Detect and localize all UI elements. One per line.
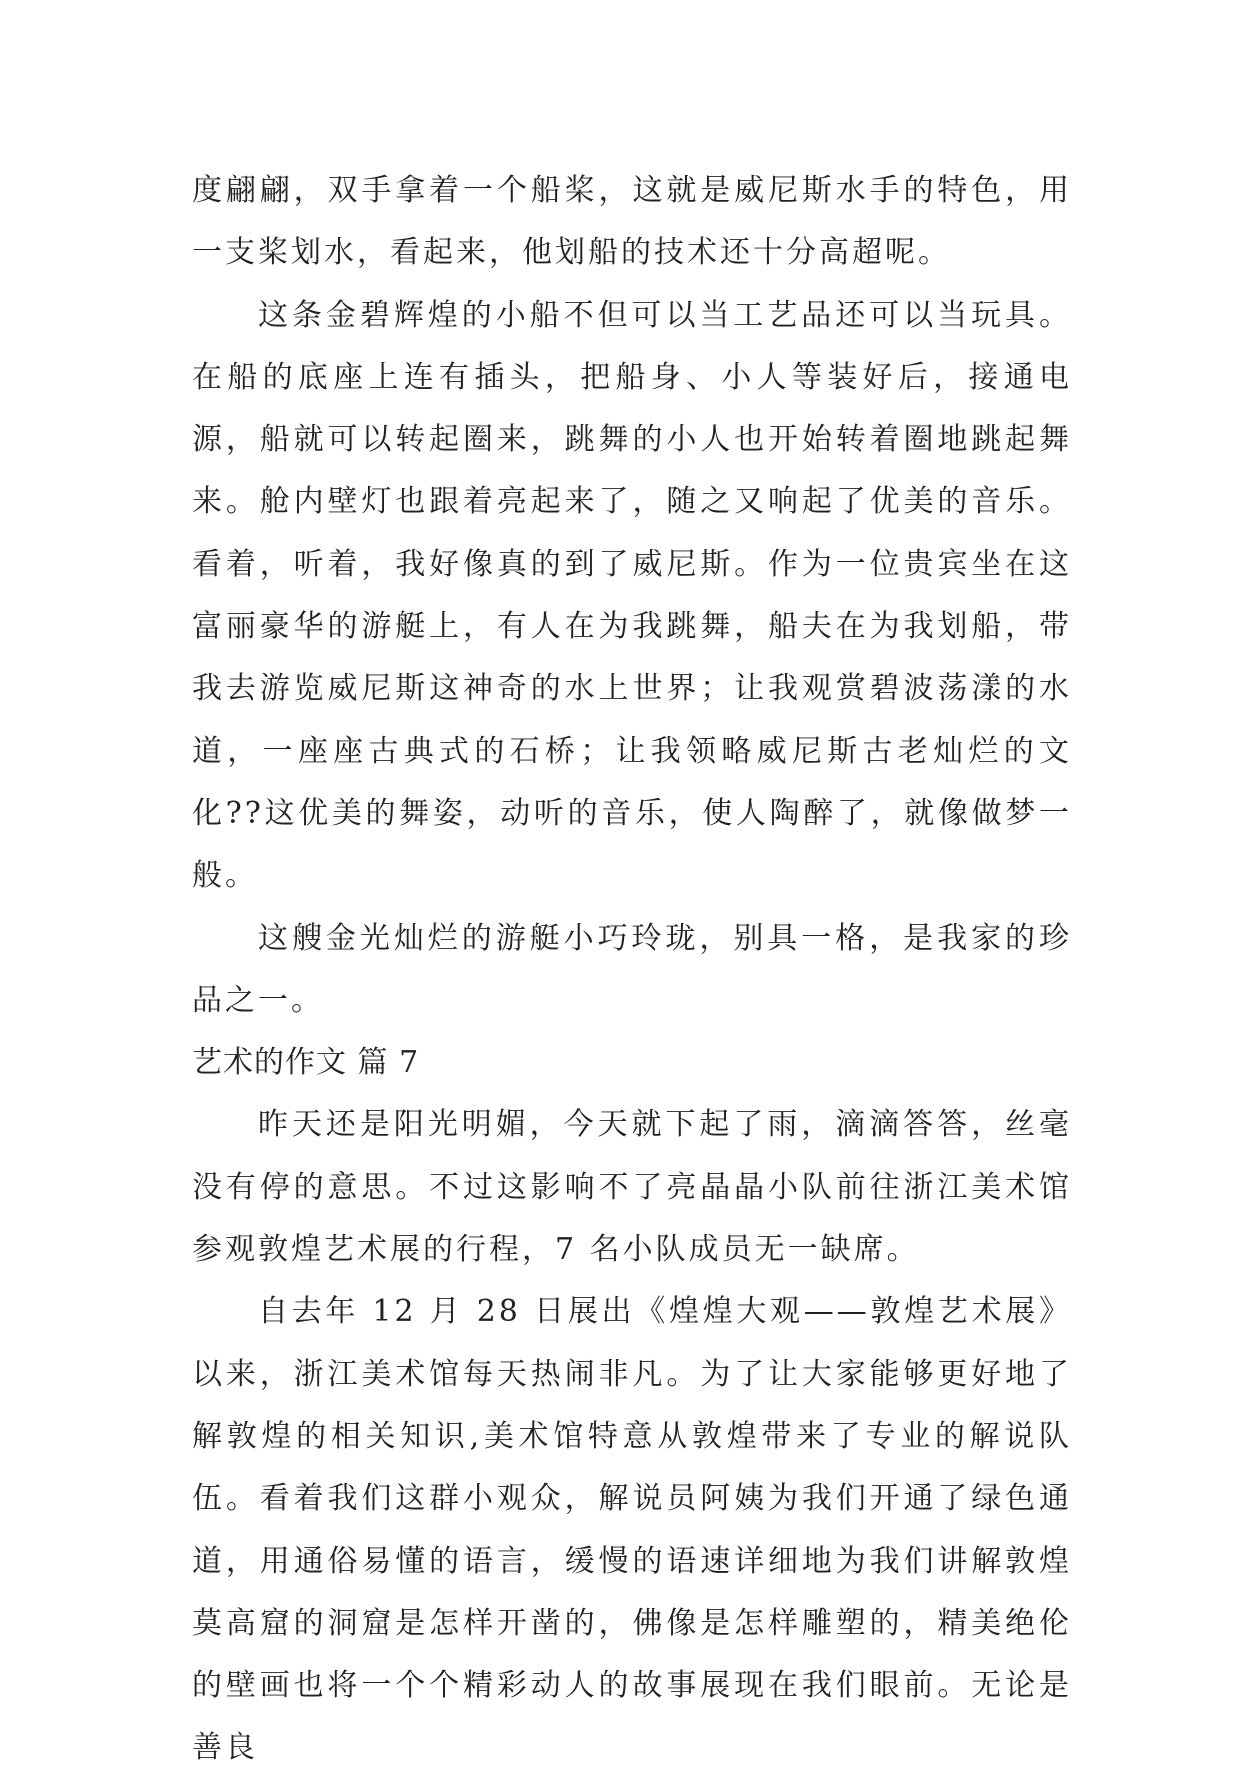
- document-body: [192, 160, 1072, 1780]
- paragraph: 这艘金光灿烂的游艇小巧玲珑，别具一格，是我家的珍品之一。: [192, 920, 1072, 1018]
- section-heading: 艺术的作文 篇 7: [192, 1045, 420, 1081]
- paragraph: 自去年 12 月 28 日展出《煌煌大观——敦煌艺术展》以来，浙江美术馆每天热闹非凡。为了让大家能够更好地了解敦煌的相关知识,美术馆特意从敦煌带来了专业的解说队伍。看着我们这群小观众，解说员阿姨为我们开通了绿色通道，用通俗易懂的语言，缓慢的语速详细地为我们讲解敦煌莫高窟的洞窟是怎样开凿的，佛像是怎样雕塑的，精美绝伦的壁画也将一个个精彩动人的故事展现在我们眼前。无论是善良: [192, 1294, 1072, 1766]
- paragraph: 昨天还是阳光明媚，今天就下起了雨，滴滴答答，丝毫没有停的意思。不过这影响不了亮晶晶小队前往浙江美术馆参观敦煌艺术展的行程，7 名小队成员无一缺席。: [192, 1107, 1072, 1268]
- paragraph: 度翩翩，双手拿着一个船桨，这就是威尼斯水手的特色，用一支桨划水，看起来，他划船的技术还十分高超呢。: [192, 173, 1072, 271]
- paragraph: 这条金碧辉煌的小船不但可以当工艺品还可以当玩具。在船的底座上连有插头，把船身、小人等装好后，接通电源，船就可以转起圈来，跳舞的小人也开始转着圈地跳起舞来。舱内壁灯也跟着亮起来了，随之又响起了优美的音乐。看着，听着，我好像真的到了威尼斯。作为一位贵宾坐在这富丽豪华的游艇上，有人在为我跳舞，船夫在为我划船，带我去游览威尼斯这神奇的水上世界；让我观赏碧波荡漾的水道，一座座古典式的石桥；让我领略威尼斯古老灿烂的文化??这优美的舞姿，动听的音乐，使人陶醉了，就像做梦一般。: [192, 297, 1072, 894]
